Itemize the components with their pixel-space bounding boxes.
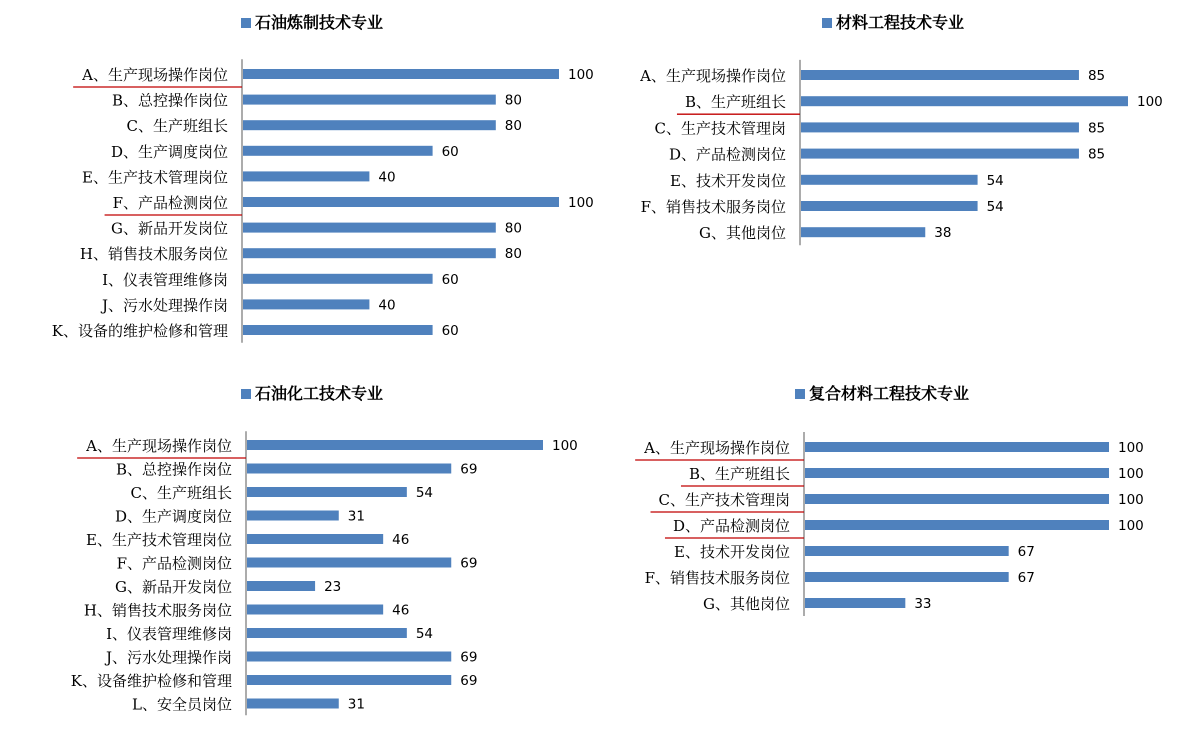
category-label: B、生产班组长 bbox=[688, 465, 790, 483]
category-label: E、生产技术管理岗位 bbox=[86, 531, 232, 549]
bar bbox=[247, 675, 451, 685]
category-label: H、销售技术服务岗位 bbox=[83, 601, 232, 620]
category-label: E、技术开发岗位 bbox=[674, 543, 790, 561]
bar bbox=[801, 201, 978, 211]
category-label: G、其他岗位 bbox=[699, 224, 786, 243]
category-label: G、其他岗位 bbox=[703, 595, 790, 613]
data-label: 80 bbox=[504, 220, 522, 237]
category-label: G、新品开发岗位 bbox=[115, 578, 232, 596]
data-label: 100 bbox=[1137, 94, 1163, 111]
chart-4 bbox=[635, 384, 1144, 616]
data-label: 69 bbox=[460, 555, 478, 572]
data-label: 85 bbox=[1087, 146, 1106, 163]
category-label: E、生产技术管理岗位 bbox=[82, 168, 228, 187]
bar bbox=[801, 227, 925, 237]
category-label: G、新品开发岗位 bbox=[111, 219, 228, 238]
category-label: D、产品检测岗位 bbox=[672, 517, 790, 535]
data-label: 100 bbox=[552, 438, 578, 454]
data-label: 69 bbox=[460, 461, 478, 478]
data-label: 100 bbox=[568, 195, 594, 211]
category-label: C、生产班组长 bbox=[130, 484, 232, 502]
bar bbox=[801, 149, 1079, 159]
category-label: I、仪表管理维修岗 bbox=[106, 625, 232, 643]
category-label: F、销售技术服务岗位 bbox=[644, 569, 790, 587]
data-label: 80 bbox=[504, 92, 522, 109]
category-label: D、生产调度岗位 bbox=[114, 507, 232, 526]
category-label: F、产品检测岗位 bbox=[116, 554, 232, 573]
bar bbox=[247, 652, 451, 662]
chart-title: 材料工程技术专业 bbox=[836, 13, 965, 32]
legend-marker bbox=[241, 389, 251, 399]
data-label: 54 bbox=[986, 199, 1004, 215]
category-label: K、设备的维护检修和管理 bbox=[51, 322, 228, 340]
data-label: 46 bbox=[392, 532, 410, 548]
bar bbox=[243, 95, 496, 105]
category-label: J、污水处理操作岗 bbox=[101, 296, 228, 315]
category-label: E、技术开发岗位 bbox=[670, 171, 786, 190]
bar bbox=[247, 605, 383, 615]
legend-marker bbox=[241, 18, 251, 28]
legend-marker bbox=[795, 389, 805, 399]
bar bbox=[243, 274, 433, 284]
bar bbox=[247, 581, 315, 591]
bar bbox=[247, 558, 451, 568]
category-label: B、总控操作岗位 bbox=[111, 91, 228, 110]
category-label: D、生产调度岗位 bbox=[110, 142, 228, 161]
data-label: 85 bbox=[1087, 68, 1106, 84]
bar bbox=[805, 442, 1109, 452]
data-label: 40 bbox=[378, 169, 396, 186]
chart-3 bbox=[71, 384, 578, 715]
bar bbox=[247, 628, 407, 638]
category-label: F、产品检测岗位 bbox=[112, 194, 228, 212]
category-label: C、生产技术管理岗 bbox=[658, 491, 790, 509]
bar bbox=[801, 70, 1079, 80]
category-label: K、设备维护检修和管理 bbox=[70, 672, 232, 690]
data-label: 67 bbox=[1017, 570, 1035, 586]
data-label: 31 bbox=[347, 696, 365, 713]
chart-title: 石油化工技术专业 bbox=[255, 384, 384, 403]
bar bbox=[247, 440, 543, 450]
data-label: 46 bbox=[392, 602, 410, 619]
bar bbox=[243, 325, 433, 335]
bar bbox=[243, 146, 433, 156]
bar bbox=[243, 248, 496, 258]
category-label: B、总控操作岗位 bbox=[115, 460, 232, 479]
category-label: C、生产技术管理岗 bbox=[654, 119, 786, 138]
category-label: A、生产现场操作岗位 bbox=[86, 437, 232, 455]
category-label: H、销售技术服务岗位 bbox=[79, 245, 228, 264]
bar bbox=[247, 534, 383, 544]
bar bbox=[247, 699, 339, 709]
data-label: 54 bbox=[415, 626, 434, 642]
bar bbox=[805, 468, 1109, 478]
data-label: 33 bbox=[914, 596, 932, 612]
chart-2 bbox=[639, 13, 1163, 245]
bar bbox=[247, 464, 451, 474]
data-label: 100 bbox=[1118, 466, 1144, 482]
data-label: 54 bbox=[986, 172, 1004, 189]
bar bbox=[805, 494, 1109, 504]
category-label: D、产品检测岗位 bbox=[668, 145, 786, 164]
legend-marker bbox=[822, 18, 832, 28]
category-label: A、生产现场操作岗位 bbox=[640, 67, 786, 85]
data-label: 80 bbox=[504, 246, 522, 263]
bar bbox=[243, 299, 369, 309]
data-label: 80 bbox=[504, 118, 522, 135]
bar bbox=[247, 511, 339, 521]
bar bbox=[247, 487, 407, 497]
data-label: 67 bbox=[1017, 544, 1035, 560]
data-label: 100 bbox=[1118, 492, 1144, 508]
bar bbox=[243, 171, 369, 181]
data-label: 100 bbox=[1118, 518, 1144, 534]
chart-title: 石油炼制技术专业 bbox=[255, 13, 384, 32]
bar bbox=[801, 122, 1079, 132]
data-label: 100 bbox=[1118, 440, 1144, 456]
chart-title: 复合材料工程技术专业 bbox=[809, 384, 970, 403]
category-label: J、污水处理操作岗 bbox=[105, 648, 232, 667]
category-label: A、生产现场操作岗位 bbox=[644, 439, 790, 457]
category-label: I、仪表管理维修岗 bbox=[102, 270, 228, 289]
bar bbox=[805, 572, 1009, 582]
data-label: 60 bbox=[441, 271, 459, 288]
data-label: 40 bbox=[378, 297, 396, 314]
chart-1 bbox=[52, 13, 594, 343]
data-label: 69 bbox=[460, 649, 478, 666]
data-label: 54 bbox=[415, 485, 434, 501]
category-label: F、销售技术服务岗位 bbox=[640, 198, 786, 216]
data-label: 31 bbox=[347, 508, 365, 525]
category-label: L、安全员岗位 bbox=[132, 695, 232, 714]
bar bbox=[243, 69, 559, 79]
bar bbox=[805, 598, 905, 608]
bar bbox=[243, 197, 559, 207]
data-label: 38 bbox=[934, 225, 952, 242]
data-label: 60 bbox=[441, 143, 459, 160]
bar bbox=[243, 120, 496, 130]
bar bbox=[801, 96, 1128, 106]
category-label: A、生产现场操作岗位 bbox=[82, 66, 228, 84]
bar bbox=[801, 175, 978, 185]
data-label: 60 bbox=[441, 323, 459, 339]
category-label: B、生产班组长 bbox=[684, 93, 786, 112]
data-label: 69 bbox=[460, 673, 478, 689]
data-label: 23 bbox=[324, 579, 342, 595]
bar bbox=[805, 546, 1009, 556]
data-label: 85 bbox=[1087, 120, 1106, 137]
bar bbox=[243, 223, 496, 233]
bar bbox=[805, 520, 1109, 530]
data-label: 100 bbox=[568, 67, 594, 83]
category-label: C、生产班组长 bbox=[126, 117, 228, 136]
